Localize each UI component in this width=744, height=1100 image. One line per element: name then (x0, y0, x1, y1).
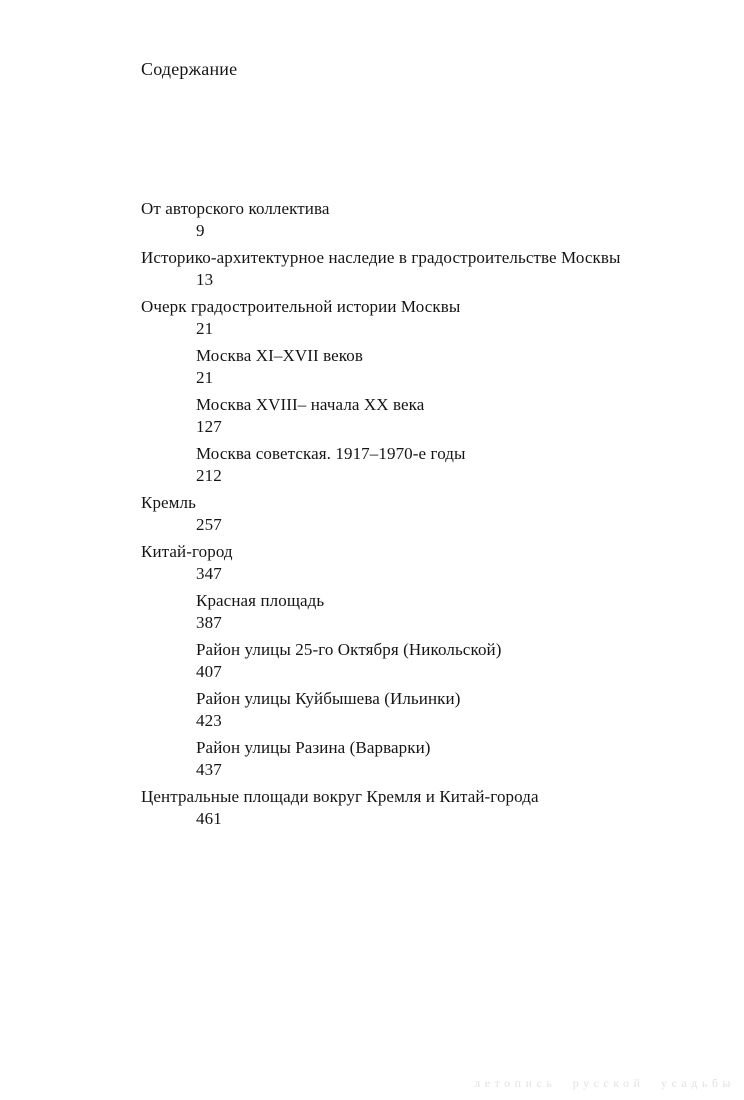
toc-entry (141, 394, 681, 438)
toc-entry (141, 737, 681, 781)
toc-entry-page-number: 13 (196, 270, 214, 289)
toc-entry-page-number: 21 (196, 368, 214, 387)
toc-entry-title: Очерк градостроительной истории Москвы (141, 297, 461, 316)
toc-entry-title: Район улицы Куйбышева (Ильинки) (196, 689, 461, 708)
toc-entry (141, 786, 681, 830)
toc-entry-title: Москва XI–XVII веков (196, 346, 363, 365)
toc-entry (141, 492, 681, 536)
toc-entry-page-number: 212 (196, 466, 222, 485)
toc-entry-title: От авторского коллектива (141, 199, 330, 218)
toc-entry-title: Кремль (141, 493, 196, 512)
toc-entry (141, 639, 681, 683)
toc-entry-page-number: 423 (196, 711, 222, 730)
toc-entry-page-number: 257 (196, 515, 222, 534)
watermark: летопись русской усадьбы (474, 1076, 735, 1090)
toc-entry-title: Китай-город (141, 542, 233, 561)
toc-entry-page-number: 387 (196, 613, 222, 632)
toc-entry-page-number: 461 (196, 809, 222, 828)
toc-entry-page-number: 127 (196, 417, 222, 436)
page-title: Содержание (141, 59, 238, 79)
toc-entry-page-number: 347 (196, 564, 222, 583)
toc-entry-title: Центральные площади вокруг Кремля и Китай-города (141, 787, 539, 806)
toc-entry (141, 688, 681, 732)
toc-entry-page-number: 9 (196, 221, 205, 240)
toc-entry (141, 590, 681, 634)
toc-entry-title: Район улицы 25-го Октября (Никольской) (196, 640, 502, 659)
toc-entry (141, 443, 681, 487)
toc-entry (141, 198, 681, 242)
toc-entry-title: Москва XVIII– начала XX века (196, 395, 425, 414)
toc-entry-page-number: 407 (196, 662, 222, 681)
toc-entry-title: Красная площадь (196, 591, 325, 610)
toc-entry-page-number: 21 (196, 319, 214, 338)
toc-entry (141, 345, 681, 389)
toc-entry-title: Историко-архитектурное наследие в градостроительстве Москвы (141, 248, 621, 267)
toc (141, 198, 681, 835)
toc-entry-page-number: 437 (196, 760, 222, 779)
toc-entry-title: Район улицы Разина (Варварки) (196, 738, 431, 757)
toc-entry (141, 296, 681, 340)
toc-entry (141, 541, 681, 585)
toc-entry (141, 247, 681, 291)
toc-entry-title: Москва советская. 1917–1970-е годы (196, 444, 466, 463)
